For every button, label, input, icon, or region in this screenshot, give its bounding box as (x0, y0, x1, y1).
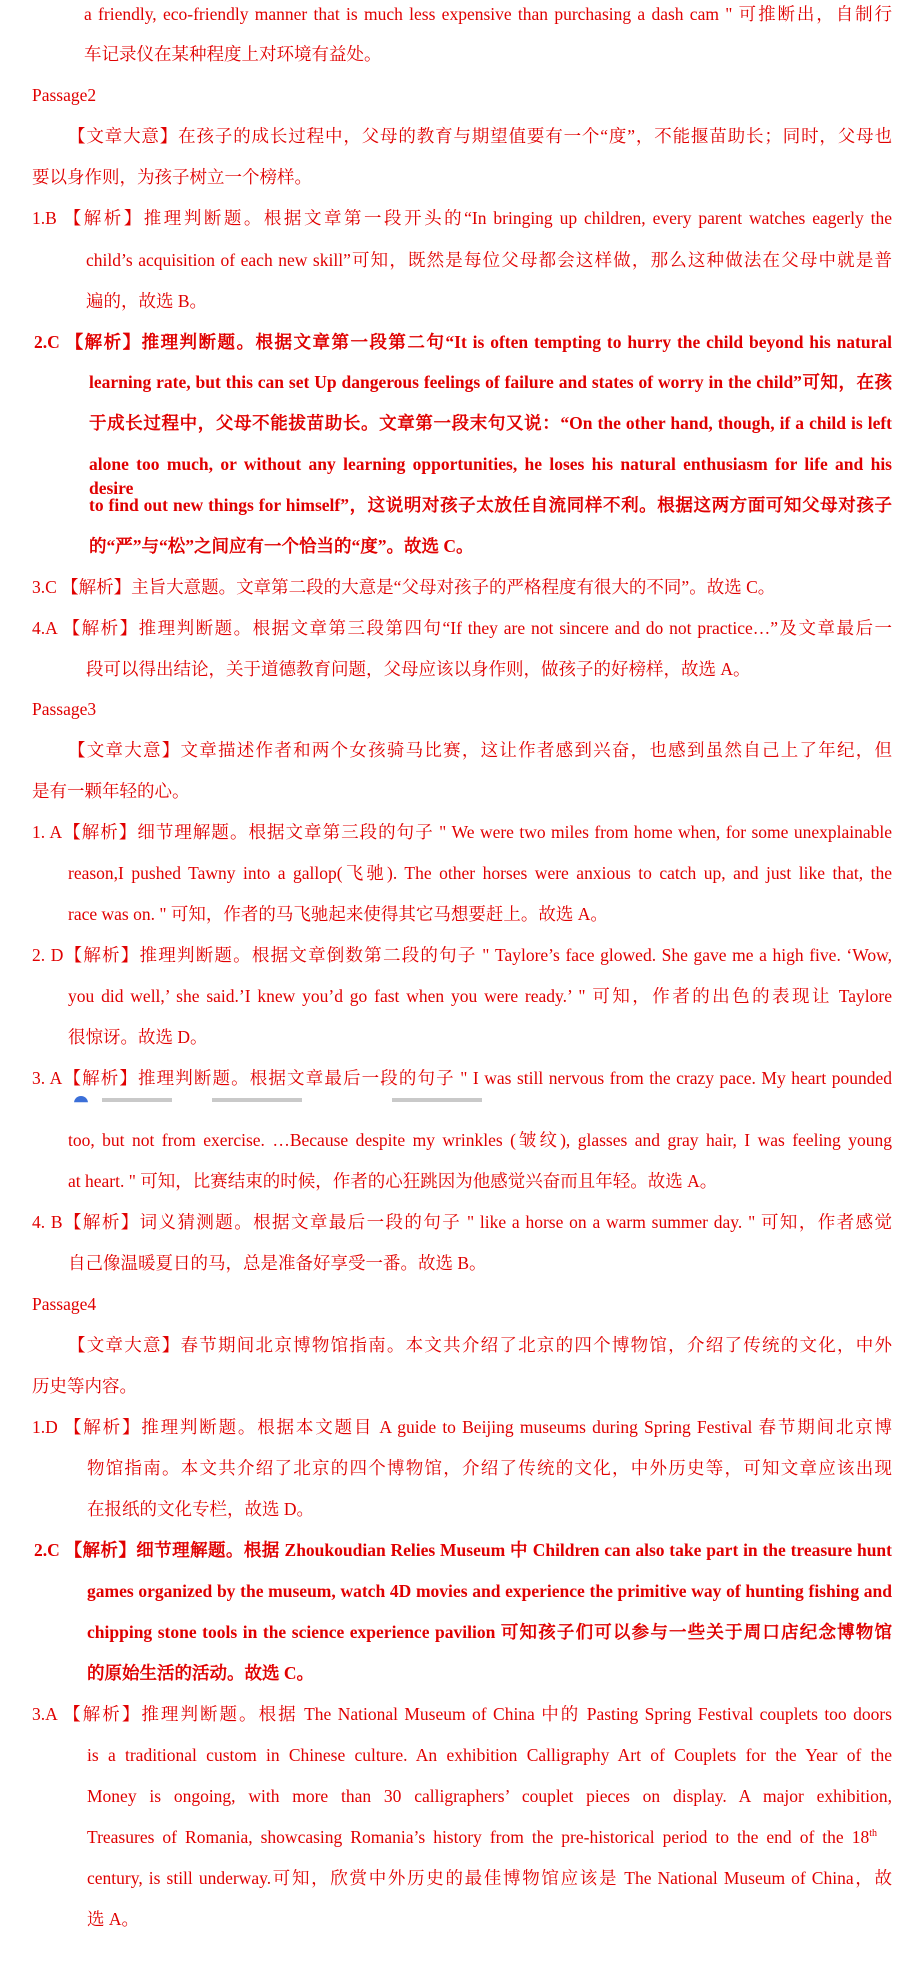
line-text: 1.B 【解析】推理判断题。根据文章第一段开头的“In bringing up children, every parent watches eagerly the (32, 208, 892, 228)
line-text: 2.C 【解析】细节理解题。根据 Zhoukoudian Relies Museum 中 Children can also take part in the treasure hunt (34, 1540, 892, 1560)
text-line (68, 984, 892, 1008)
line-text: 的原始生活的活动。故选 C。 (87, 1663, 315, 1683)
superscript: th (869, 1828, 877, 1840)
text-line (32, 575, 775, 599)
line-text: too, but not from exercise. …Because despite my wrinkles (皱纹), glasses and gray hair, I was feeling young (68, 1130, 892, 1150)
text-line (87, 1620, 892, 1644)
line-text: 选 A。 (87, 1909, 140, 1929)
scan-artifact (62, 1096, 482, 1112)
text-line (34, 1538, 892, 1562)
text-line (84, 2, 892, 26)
line-text: 车记录仪在某种程度上对环境有益处。 (84, 44, 382, 64)
text-line (68, 124, 892, 148)
line-text: alone too much, or without any learning opportunities, he loses his natural enthusiasm for life and his desire (89, 454, 892, 498)
line-text: at heart. " 可知，比赛结束的时候，作者的心狂跳因为他感觉兴奋而且年轻。故选 A。 (68, 1171, 718, 1191)
text-line (68, 902, 608, 926)
text-line (87, 1866, 892, 1890)
line-text: 自己像温暖夏日的马，总是准备好享受一番。故选 B。 (68, 1253, 487, 1273)
line-text: chipping stone tools in the science experience pavilion 可知孩子们可以参与一些关于周口店纪念博物馆 (87, 1622, 892, 1642)
text-line (32, 1210, 892, 1234)
text-line (68, 1025, 208, 1049)
line-text: 3. A【解析】推理判断题。根据文章最后一段的句子 " I was still nervous from the crazy pace. My heart pounded (32, 1068, 892, 1088)
text-line (32, 206, 892, 230)
text-line (87, 1907, 139, 1931)
line-text: 物馆指南。本文共介绍了北京的四个博物馆，介绍了传统的文化，中外历史等，可知文章应该出现 (87, 1458, 892, 1478)
text-line (87, 1579, 892, 1603)
text-line (34, 330, 892, 354)
text-line (68, 1333, 892, 1357)
text-line (86, 657, 751, 681)
line-text: 1. A【解析】细节理解题。根据文章第三段的句子 " We were two miles from home when, for some unexplainable (32, 822, 892, 842)
text-line (87, 1456, 892, 1480)
line-text: 要以身作则，为孩子树立一个榜样。 (32, 167, 312, 187)
passage-heading: Passage2 (32, 85, 97, 105)
text-line (86, 248, 892, 272)
line-text: 3.C 【解析】主旨大意题。文章第二段的大意是“父母对孩子的严格程度有很大的不同”。故选 C。 (32, 577, 776, 597)
text-line (68, 1251, 487, 1275)
text-line (87, 1784, 892, 1808)
text-line (86, 289, 207, 313)
line-text: 的“严”与“松”之间应有一个恰当的“度”。故选 C。 (89, 536, 474, 556)
line-text: 是有一颗年轻的心。 (32, 781, 190, 801)
text-line (89, 493, 892, 517)
line-text: you did well,’ she said.’I knew you’d go fast when you were ready.’ " 可知，作者的出色的表现让 Taylore (68, 986, 892, 1006)
text-line (89, 534, 474, 558)
text-line (32, 779, 190, 803)
line-text: 2.C 【解析】推理判断题。根据文章第一段第二句“It is often tempting to hurry the child beyond his natural (34, 332, 892, 352)
line-text: 3.A 【解析】推理判断题。根据 The National Museum of China 中的 Pasting Spring Festival couplets too doors (32, 1704, 892, 1724)
line-text: is a traditional custom in Chinese culture. An exhibition Calligraphy Art of Couplets for the Year of the (87, 1745, 892, 1765)
line-text: 【文章大意】文章描述作者和两个女孩骑马比赛，这让作者感到兴奋，也感到虽然自己上了年纪，但 (68, 740, 892, 760)
line-text: Money is ongoing, with more than 30 calligraphers’ couplet pieces on display. A major exhibition, (87, 1786, 892, 1806)
text-line (68, 1128, 892, 1152)
line-text: 遍的，故选 B。 (86, 291, 208, 311)
line-text: race was on. " 可知，作者的马飞驰起来使得其它马想要赶上。故选 A。 (68, 904, 608, 924)
text-line (32, 820, 892, 844)
text-line (68, 1169, 717, 1193)
text-line (32, 1415, 892, 1439)
line-text: 在报纸的文化专栏，故选 D。 (87, 1499, 315, 1519)
line-text: learning rate, but this can set Up dangerous feelings of failure and states of worry in the child”可知，在孩 (89, 372, 892, 392)
text-line (32, 1702, 892, 1726)
line-text: games organized by the museum, watch 4D movies and experience the primitive way of hunting fishing and (87, 1581, 892, 1601)
text-line (68, 861, 892, 885)
text-line (89, 370, 892, 394)
text-line (32, 1374, 137, 1398)
line-text: 于成长过程中，父母不能拔苗助长。文章第一段末句又说：“On the other hand, though, if a child is left (89, 413, 892, 433)
blue-dot-icon (74, 1096, 88, 1110)
line-text: 2. D【解析】推理判断题。根据文章倒数第二段的句子 " Taylore’s face glowed. She gave me a high five. ‘Wow, (32, 945, 892, 965)
text-line (32, 616, 892, 640)
line-text: a friendly, eco-friendly manner that is much less expensive than purchasing a dash cam " 可推断出，自制行 (84, 4, 892, 24)
text-line (87, 1743, 892, 1767)
text-line (68, 738, 892, 762)
line-text: 历史等内容。 (32, 1376, 137, 1396)
line-text: 4.A 【解析】推理判断题。根据文章第三段第四句“If they are not sincere and do not practice…”及文章最后一 (32, 618, 892, 638)
text-line (32, 1066, 892, 1090)
line-text: 段可以得出结论，关于道德教育问题，父母应该以身作则，做孩子的好榜样，故选 A。 (86, 659, 751, 679)
text-line (84, 42, 382, 66)
text-line (32, 943, 892, 967)
line-text: 【文章大意】在孩子的成长过程中，父母的教育与期望值要有一个“度”，不能揠苗助长；同时，父母也 (68, 126, 892, 146)
line-text: century, is still underway.可知，欣赏中外历史的最佳博物馆应该是 The National Museum of China，故 (87, 1868, 892, 1888)
line-text: 1.D 【解析】推理判断题。根据本文题目 A guide to Beijing museums during Spring Festival 春节期间北京博 (32, 1417, 892, 1437)
text-line (87, 1661, 314, 1685)
line-text: reason,I pushed Tawny into a gallop(飞驰). The other horses were anxious to catch up, and just like that, the (68, 863, 892, 883)
text-line (87, 1825, 877, 1849)
text-line (32, 165, 312, 189)
text-line (89, 411, 892, 435)
line-text: 很惊讶。故选 D。 (68, 1027, 208, 1047)
line-text: 【文章大意】春节期间北京博物馆指南。本文共介绍了北京的四个博物馆，介绍了传统的文化，中外 (68, 1335, 892, 1355)
line-text: to find out new things for himself”，这说明对孩子太放任自流同样不利。根据这两方面可知父母对孩子 (89, 495, 892, 515)
passage-heading: Passage4 (32, 1294, 97, 1314)
line-text: 4. B【解析】词义猜测题。根据文章最后一段的句子 " like a horse on a warm summer day. " 可知，作者感觉 (32, 1212, 892, 1232)
text-line (87, 1497, 314, 1521)
line-text: Treasures of Romania, showcasing Romania’s history from the pre-historical period to the end of the 18 (87, 1827, 870, 1847)
passage-heading: Passage3 (32, 699, 97, 719)
line-text: child’s acquisition of each new skill”可知，既然是每位父母都会这样做，那么这种做法在父母中就是普 (86, 250, 892, 270)
